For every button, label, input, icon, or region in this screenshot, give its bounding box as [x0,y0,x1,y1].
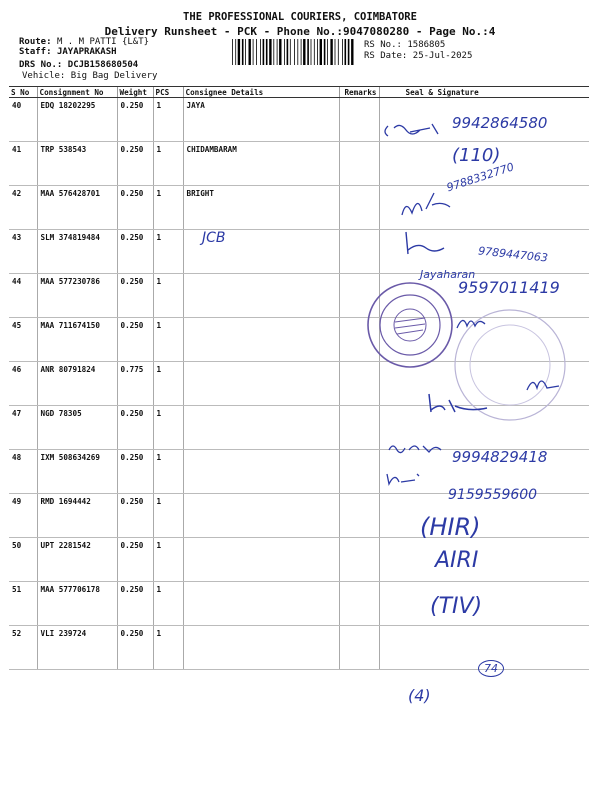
handwritten-bottom-note: (4) [408,686,431,705]
sno-cell: 47 [9,406,37,450]
vehicle-label: Vehicle: [22,71,66,81]
weight-cell: 0.250 [117,494,153,538]
pcs-cell: 1 [153,582,183,626]
handwritten-note-row-50: (HIR) [420,513,481,541]
handwritten-circled-mark: 74 [478,660,504,677]
pcs-cell: 1 [153,98,183,142]
staff-field [19,47,117,57]
remarks-cell [339,538,379,582]
pcs-cell: 1 [153,186,183,230]
consignment-no-cell: VLI 239724 [37,626,117,670]
consignment-no-cell: RMD 1694442 [37,494,117,538]
table-row [9,538,589,582]
remarks-cell [339,98,379,142]
sno-cell: 46 [9,362,37,406]
col-header-weight: Weight [117,87,153,98]
consignee-details-cell [183,582,339,626]
drs-label: DRS No.: [19,60,63,70]
sno-cell: 43 [9,230,37,274]
handwritten-note-row-52: (TIV) [430,594,483,619]
runsheet-subtitle: Delivery Runsheet - PCK - Phone No.:9047080280 - Page No.:4 [104,25,496,38]
route-value: M . M PATTI {L&T} [56,37,150,47]
rs-no-value: 1586805 [407,40,446,50]
weight-cell: 0.250 [117,450,153,494]
route-field [19,37,149,47]
handwritten-note-row-41: (110) [452,145,501,166]
signature-row-45 [455,310,495,334]
weight-cell: 0.250 [117,186,153,230]
col-header-remarks: Remarks [339,87,379,98]
remarks-cell [339,450,379,494]
col-header-consignment: Consignment No [37,87,117,98]
consignee-details-cell [183,274,339,318]
col-header-consignee: Consignee Details [183,87,339,98]
consignee-details-cell [183,406,339,450]
vehicle-value: Big Bag Delivery [70,71,158,81]
handwritten-phone-row-40: 9942864580 [452,114,548,132]
consignment-no-cell: MAA 577706178 [37,582,117,626]
pcs-cell: 1 [153,230,183,274]
remarks-cell [339,582,379,626]
consignment-no-cell: UPT 2281542 [37,538,117,582]
signature-row-48 [385,438,445,458]
staff-value: JAYAPRAKASH [56,47,117,57]
handwritten-name-row-44: Jayaharan [420,268,476,281]
drs-value: DCJB158680504 [67,60,139,70]
pcs-cell: 1 [153,494,183,538]
handwritten-phone-row-49: 9159559600 [448,487,538,503]
signature-row-49 [385,470,425,488]
table-header-row [9,87,589,98]
pcs-cell: 1 [153,626,183,670]
col-header-seal-signature: Seal & Signature [379,87,589,98]
pcs-cell: 1 [153,362,183,406]
sno-cell: 48 [9,450,37,494]
consignee-details-cell [183,494,339,538]
pcs-cell: 1 [153,318,183,362]
signature-row-43 [400,228,450,258]
consignee-details-cell [183,538,339,582]
weight-cell: 0.250 [117,230,153,274]
weight-cell: 0.250 [117,98,153,142]
pcs-cell: 1 [153,274,183,318]
weight-cell: 0.250 [117,626,153,670]
table-row [9,186,589,230]
consignment-no-cell: MAA 576428701 [37,186,117,230]
drs-field [19,60,138,70]
handwritten-phone-row-43: 9789447063 [477,244,549,265]
rs-no-label: RS No.: [364,40,402,50]
consignment-no-cell: IXM 508634269 [37,450,117,494]
staff-label: Staff: [19,47,52,57]
consignee-details-cell: CHIDAMBARAM [183,142,339,186]
handwritten-consignee-row-43: JCB [202,230,226,246]
handwritten-phone-row-44: 9597011419 [458,278,560,297]
sno-cell: 51 [9,582,37,626]
table-row [9,626,589,670]
signature-row-40 [380,118,450,142]
pcs-cell: 1 [153,538,183,582]
rs-date-field [364,51,472,61]
consignment-no-cell: MAA 711674150 [37,318,117,362]
consignee-details-cell [183,362,339,406]
sno-cell: 45 [9,318,37,362]
weight-cell: 0.250 [117,538,153,582]
weight-cell: 0.250 [117,406,153,450]
consignment-no-cell: TRP 538543 [37,142,117,186]
consignee-details-cell: JAYA [183,98,339,142]
pcs-cell: 1 [153,450,183,494]
col-header-pcs: PCS [153,87,183,98]
sno-cell: 41 [9,142,37,186]
company-title: THE PROFESSIONAL COURIERS, COIMBATORE [183,11,417,23]
consignee-details-cell: BRIGHT [183,186,339,230]
seal-signature-cell [379,582,589,626]
company-seal-stamp [365,280,455,370]
sno-cell: 50 [9,538,37,582]
consignment-no-cell: MAA 577230786 [37,274,117,318]
sno-cell: 42 [9,186,37,230]
pcs-cell: 1 [153,406,183,450]
consignee-details-cell [183,626,339,670]
consignment-no-cell: EDQ 18202295 [37,98,117,142]
remarks-cell [339,186,379,230]
sno-cell: 52 [9,626,37,670]
consignee-details-cell [183,318,339,362]
remarks-cell [339,626,379,670]
weight-cell: 0.250 [117,318,153,362]
weight-cell: 0.775 [117,362,153,406]
weight-cell: 0.250 [117,582,153,626]
weight-cell: 0.250 [117,142,153,186]
barcode [232,39,354,65]
signature-row-46 [525,370,565,394]
pcs-cell: 1 [153,142,183,186]
consignment-no-cell: SLM 374819484 [37,230,117,274]
handwritten-phone-row-48: 9994829418 [452,448,548,466]
handwritten-phone-row-42: 9788332770 [445,160,516,195]
rs-date-label: RS Date: [364,51,408,61]
seal-signature-cell [379,538,589,582]
consignee-details-cell [183,450,339,494]
rs-date-value: 25-Jul-2025 [412,51,473,61]
table-row [9,582,589,626]
weight-cell: 0.250 [117,274,153,318]
sno-cell: 49 [9,494,37,538]
rs-no-field [364,40,445,50]
sno-cell: 40 [9,98,37,142]
signature-row-47 [425,390,495,416]
remarks-cell [339,494,379,538]
handwritten-note-row-51: AIRI [435,548,479,573]
vehicle-field [22,71,157,81]
col-header-sno: S No [9,87,37,98]
remarks-cell [339,142,379,186]
remarks-cell [339,406,379,450]
consignment-no-cell: ANR 80791824 [37,362,117,406]
consignment-no-cell: NGD 78305 [37,406,117,450]
route-label: Route: [19,37,52,47]
sno-cell: 44 [9,274,37,318]
remarks-cell [339,230,379,274]
